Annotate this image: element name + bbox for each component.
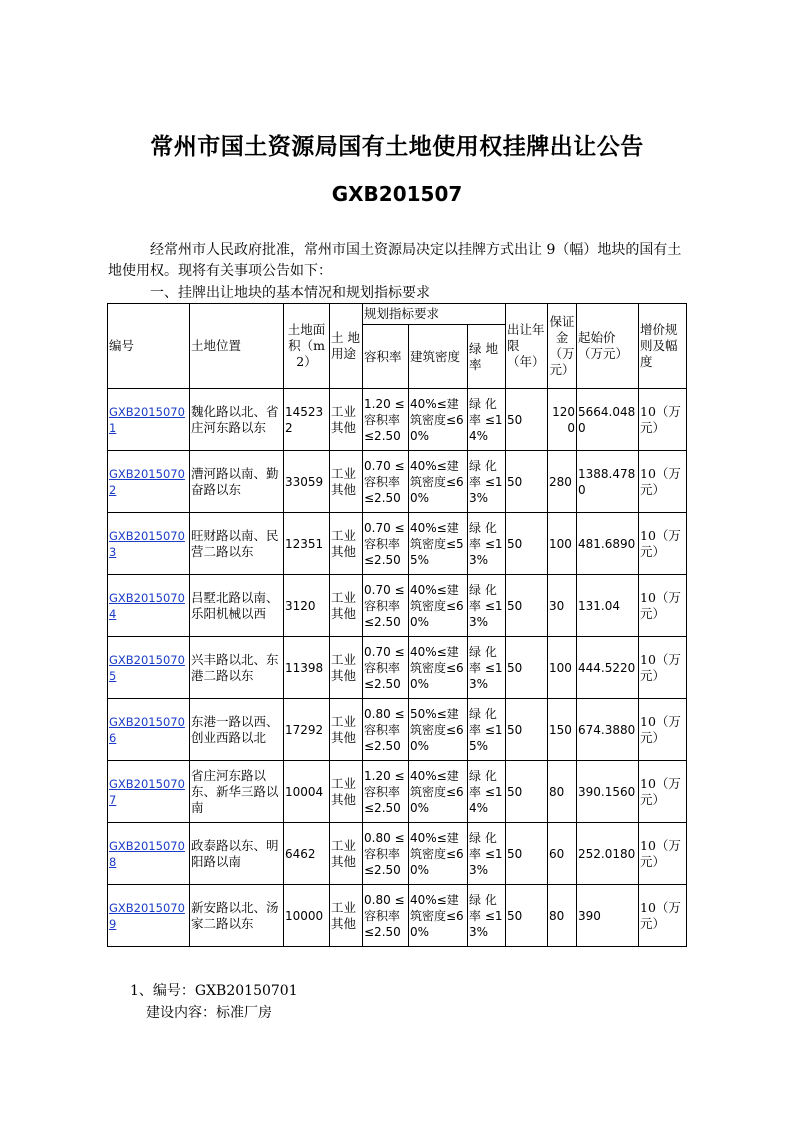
cell-years: 50 bbox=[506, 637, 548, 699]
cell-use: 工业其他 bbox=[330, 761, 363, 823]
cell-area: 11398 bbox=[284, 637, 330, 699]
cell-far: 0.80 ≤容积率≤2.50 bbox=[363, 823, 409, 885]
cell-green: 绿 化率 ≤13% bbox=[468, 451, 506, 513]
cell-price: 252.0180 bbox=[577, 823, 639, 885]
cell-increment: 10（万元） bbox=[639, 699, 687, 761]
parcel-link[interactable]: GXB20150705 bbox=[109, 652, 185, 683]
parcel-link[interactable]: GXB20150709 bbox=[109, 900, 185, 931]
table-row bbox=[108, 451, 687, 513]
header-far: 容积率 bbox=[363, 325, 409, 389]
cell-location: 东港一路以西、创业西路以北 bbox=[190, 699, 284, 761]
cell-years: 50 bbox=[506, 513, 548, 575]
table-row bbox=[108, 699, 687, 761]
cell-density: 40%≤建筑密度≤60% bbox=[409, 761, 468, 823]
parcel-link[interactable]: GXB20150708 bbox=[109, 838, 185, 869]
item-number: 1、编号：GXB20150701 bbox=[130, 983, 298, 999]
table-row bbox=[108, 575, 687, 637]
cell-use: 工业其他 bbox=[330, 885, 363, 947]
cell-price: 444.5220 bbox=[577, 637, 639, 699]
table-row bbox=[108, 389, 687, 451]
header-location: 土地位置 bbox=[190, 304, 284, 389]
cell-density: 40%≤建筑密度≤60% bbox=[409, 389, 468, 451]
cell-location: 漕河路以南、勤奋路以东 bbox=[190, 451, 284, 513]
cell-far: 0.70 ≤容积率≤2.50 bbox=[363, 451, 409, 513]
cell-location: 新安路以北、汤家二路以东 bbox=[190, 885, 284, 947]
table-row bbox=[108, 885, 687, 947]
cell-price: 131.04 bbox=[577, 575, 639, 637]
parcel-link[interactable]: GXB20150707 bbox=[109, 776, 185, 807]
cell-years: 50 bbox=[506, 823, 548, 885]
table-row bbox=[108, 823, 687, 885]
cell-increment: 10（万元） bbox=[639, 637, 687, 699]
header-start-price: 起始价（万元） bbox=[577, 304, 639, 389]
cell-location: 省庄河东路以东、新华三路以南 bbox=[190, 761, 284, 823]
cell-green: 绿 化率 ≤15% bbox=[468, 699, 506, 761]
cell-density: 40%≤建筑密度≤60% bbox=[409, 637, 468, 699]
cell-location: 政泰路以东、明阳路以南 bbox=[190, 823, 284, 885]
header-deposit: 保证金（万元） bbox=[548, 304, 577, 389]
cell-green: 绿 化率 ≤13% bbox=[468, 823, 506, 885]
table-row bbox=[108, 637, 687, 699]
cell-increment: 10（万元） bbox=[639, 389, 687, 451]
parcel-link[interactable]: GXB20150701 bbox=[109, 404, 185, 435]
cell-deposit: 100 bbox=[548, 513, 577, 575]
cell-area: 10004 bbox=[284, 761, 330, 823]
parcel-link[interactable]: GXB20150703 bbox=[109, 528, 185, 559]
cell-area: 12351 bbox=[284, 513, 330, 575]
construction-content: 建设内容：标准厂房 bbox=[146, 1005, 272, 1021]
cell-deposit: 100 bbox=[548, 637, 577, 699]
cell-use: 工业其他 bbox=[330, 451, 363, 513]
cell-deposit: 1200 bbox=[548, 389, 577, 451]
cell-increment: 10（万元） bbox=[639, 513, 687, 575]
cell-green: 绿 化率 ≤13% bbox=[468, 513, 506, 575]
parcel-link[interactable]: GXB20150702 bbox=[109, 466, 185, 497]
cell-price: 674.3880 bbox=[577, 699, 639, 761]
cell-location: 吕墅北路以南、乐阳机械以西 bbox=[190, 575, 284, 637]
cell-price: 1388.4780 bbox=[577, 451, 639, 513]
header-increment: 增价规则及幅度 bbox=[639, 304, 687, 389]
cell-far: 0.70 ≤容积率≤2.50 bbox=[363, 575, 409, 637]
cell-density: 40%≤建筑密度≤60% bbox=[409, 823, 468, 885]
cell-increment: 10（万元） bbox=[639, 451, 687, 513]
cell-increment: 10（万元） bbox=[639, 761, 687, 823]
cell-deposit: 150 bbox=[548, 699, 577, 761]
cell-price: 5664.0480 bbox=[577, 389, 639, 451]
cell-years: 50 bbox=[506, 699, 548, 761]
cell-price: 481.6890 bbox=[577, 513, 639, 575]
cell-area: 10000 bbox=[284, 885, 330, 947]
header-use: 土 地用途 bbox=[330, 304, 363, 389]
cell-use: 工业其他 bbox=[330, 575, 363, 637]
cell-density: 40%≤建筑密度≤55% bbox=[409, 513, 468, 575]
header-plan: 规划指标要求 bbox=[363, 304, 506, 325]
cell-use: 工业其他 bbox=[330, 637, 363, 699]
intro-paragraph: 经常州市人民政府批准，常州市国土资源局决定以挂牌方式出让 9（幅）地块的国有土地使用权。现将有关事项公告如下： bbox=[108, 242, 682, 279]
cell-area: 3120 bbox=[284, 575, 330, 637]
cell-deposit: 60 bbox=[548, 823, 577, 885]
cell-green: 绿 化率 ≤13% bbox=[468, 885, 506, 947]
cell-use: 工业其他 bbox=[330, 513, 363, 575]
cell-location: 旺财路以南、民营二路以东 bbox=[190, 513, 284, 575]
cell-density: 40%≤建筑密度≤60% bbox=[409, 451, 468, 513]
cell-area: 145232 bbox=[284, 389, 330, 451]
cell-density: 40%≤建筑密度≤60% bbox=[409, 885, 468, 947]
cell-deposit: 30 bbox=[548, 575, 577, 637]
cell-far: 0.70 ≤容积率≤2.50 bbox=[363, 513, 409, 575]
section-heading: 一、挂牌出让地块的基本情况和规划指标要求 bbox=[150, 285, 430, 301]
table-header-row bbox=[108, 304, 687, 325]
cell-use: 工业其他 bbox=[330, 389, 363, 451]
cell-years: 50 bbox=[506, 575, 548, 637]
cell-years: 50 bbox=[506, 451, 548, 513]
table-row bbox=[108, 513, 687, 575]
cell-use: 工业其他 bbox=[330, 699, 363, 761]
cell-area: 33059 bbox=[284, 451, 330, 513]
cell-density: 50%≤建筑密度≤60% bbox=[409, 699, 468, 761]
cell-area: 6462 bbox=[284, 823, 330, 885]
cell-increment: 10（万元） bbox=[639, 823, 687, 885]
cell-far: 0.80 ≤容积率≤2.50 bbox=[363, 885, 409, 947]
cell-deposit: 80 bbox=[548, 761, 577, 823]
parcel-link[interactable]: GXB20150704 bbox=[109, 590, 185, 621]
header-density: 建筑密度 bbox=[409, 325, 468, 389]
cell-far: 0.80 ≤容积率≤2.50 bbox=[363, 699, 409, 761]
parcel-link[interactable]: GXB20150706 bbox=[109, 714, 185, 745]
cell-green: 绿 化率 ≤13% bbox=[468, 575, 506, 637]
announcement-code: GXB201507 bbox=[331, 182, 463, 206]
cell-years: 50 bbox=[506, 761, 548, 823]
page-title: 常州市国土资源局国有土地使用权挂牌出让公告 bbox=[150, 133, 644, 160]
cell-years: 50 bbox=[506, 885, 548, 947]
cell-area: 17292 bbox=[284, 699, 330, 761]
cell-green: 绿 化率 ≤14% bbox=[468, 389, 506, 451]
header-years: 出让年限（年） bbox=[506, 304, 548, 389]
cell-use: 工业其他 bbox=[330, 823, 363, 885]
cell-far: 0.70 ≤容积率≤2.50 bbox=[363, 637, 409, 699]
cell-increment: 10（万元） bbox=[639, 575, 687, 637]
land-parcel-table bbox=[107, 303, 687, 947]
cell-price: 390 bbox=[577, 885, 639, 947]
cell-price: 390.1560 bbox=[577, 761, 639, 823]
cell-green: 绿 化率 ≤13% bbox=[468, 637, 506, 699]
cell-location: 兴丰路以北、东港二路以东 bbox=[190, 637, 284, 699]
cell-deposit: 80 bbox=[548, 885, 577, 947]
cell-increment: 10（万元） bbox=[639, 885, 687, 947]
cell-density: 40%≤建筑密度≤60% bbox=[409, 575, 468, 637]
header-id: 编号 bbox=[108, 304, 190, 389]
cell-years: 50 bbox=[506, 389, 548, 451]
cell-far: 1.20 ≤容积率≤2.50 bbox=[363, 389, 409, 451]
cell-far: 1.20 ≤容积率≤2.50 bbox=[363, 761, 409, 823]
table-row bbox=[108, 761, 687, 823]
cell-green: 绿 化率 ≤14% bbox=[468, 761, 506, 823]
cell-deposit: 280 bbox=[548, 451, 577, 513]
header-area: 土地面积（m2） bbox=[284, 304, 330, 389]
header-green: 绿 地率 bbox=[468, 325, 506, 389]
cell-location: 魏化路以北、省庄河东路以东 bbox=[190, 389, 284, 451]
